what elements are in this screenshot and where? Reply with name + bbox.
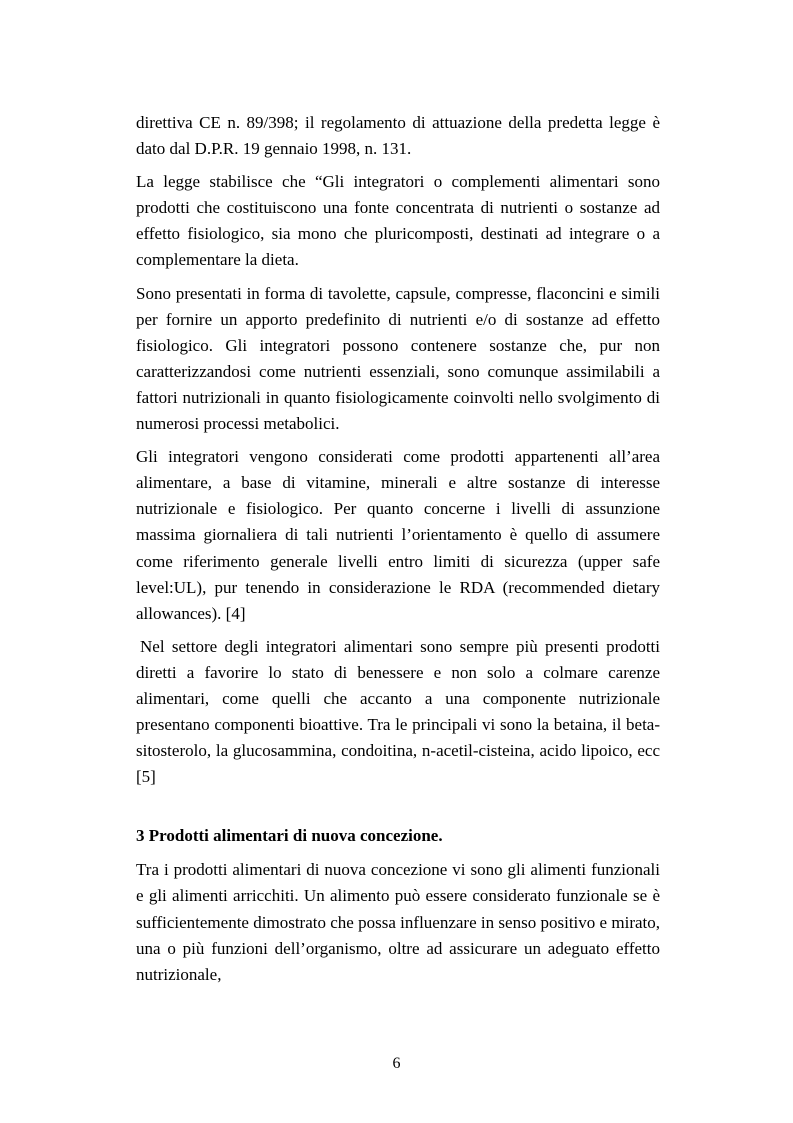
paragraph-food-area: Gli integratori vengono considerati come prodotti appartenenti all’area alimentare, a base di vitamine, minerali e altre sostanze di interesse nutrizionale e fisiologico. Per quanto concerne i livelli di assunzione massima giornaliera di tali nutrienti l’orientamento è quello di assumere come riferimento generale livelli entro limiti di sicurezza (upper safe level:UL), pur tenendo in considerazione le RDA (recommended dietary allowances). [4] [136, 447, 660, 623]
paragraph-bioactive-components: Nel settore degli integratori alimentari sono sempre più presenti prodotti diretti a favorire lo stato di benessere e non solo a colmare carenze alimentari, come quelli che accanto a una componente nutrizionale presentano componenti bioattive. Tra le principali vi sono la betaina, il beta-sitosterolo, la glucosammina, condoitina, n-acetil-cisteina, acido lipoico, ecc [5] [136, 636, 660, 787]
section-heading: 3 Prodotti alimentari di nuova concezione. [136, 826, 443, 846]
page-number: 6 [392, 1055, 401, 1072]
page-body [136, 110, 660, 995]
paragraph-presentation-forms: Sono presentati in forma di tavolette, capsule, compresse, flaconcini e simili per fornire un apporto predefinito di nutrienti e/o di sostanze ad effetto fisiologico. Gli integratori possono contenere sostanze che, pur non caratterizzandosi come nutrienti essenziali, sono comunque assimilabili a fattori nutrizionali in quanto fisiologicamente coinvolti nello svolgimento di numerosi processi metabolici. [136, 283, 660, 434]
paragraph-functional-foods: Tra i prodotti alimentari di nuova concezione vi sono gli alimenti funzionali e gli alimenti arricchiti. Un alimento può essere considerato funzionale se è sufficientemente dimostrato che possa influenzare in senso positivo e mirato, una o più funzioni dell’organismo, oltre ad assicurare un adeguato effetto nutrizionale, [136, 860, 660, 984]
paragraph-directive: direttiva CE n. 89/398; il regolamento di attuazione della predetta legge è dato dal D.P.R. 19 gennaio 1998, n. 131. [136, 113, 660, 159]
paragraph-law-definition: La legge stabilisce che “Gli integratori o complementi alimentari sono prodotti che costituiscono una fonte concentrata di nutrienti o sostanze ad effetto fisiologico, sia mono che pluricomposti, destinati ad integrare o a complementare la dieta. [136, 172, 660, 270]
